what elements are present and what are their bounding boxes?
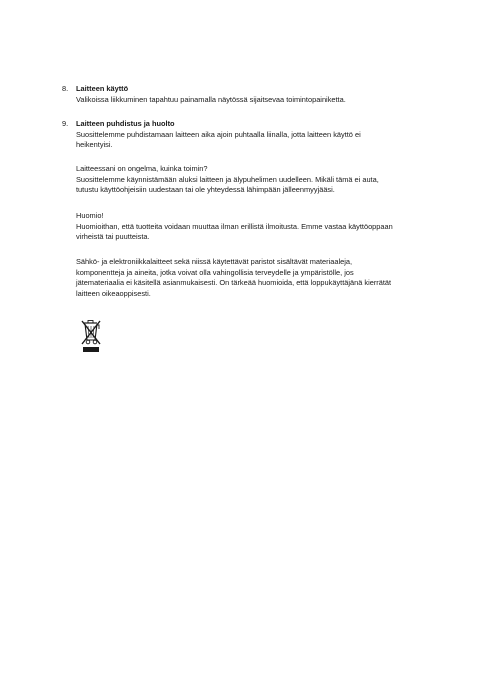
section-8 [62, 84, 442, 105]
disposal-line: laitteen oikeaoppisesti. [76, 288, 151, 298]
notice-paragraph [76, 211, 456, 243]
section-number: 9. [62, 119, 69, 128]
notice-line: virheistä tai puutteista. [76, 232, 150, 242]
notice-title: Huomio! [76, 211, 104, 220]
troubleshoot-line: tutustu käyttöohjeisiin uudestaan tai ole yhteydessä lähimpään jälleenmyyjääsi. [76, 185, 335, 195]
troubleshoot-line: Suosittelemme käynnistämään aluksi laitteen ja älypuhelimen uudelleen. Mikäli tämä ei auta, [76, 174, 379, 184]
notice-line: Huomioithan, että tuotteita voidaan muuttaa ilman erillistä ilmoitusta. Emme vastaa käyttöoppaan [76, 221, 393, 231]
section-text: Valikoissa liikkuminen tapahtuu painamalla näytössä sijaitsevaa toimintopainiketta. [76, 94, 346, 104]
section-title: Laitteen puhdistus ja huolto [76, 119, 175, 128]
section-text-line: heikentyisi. [76, 140, 113, 150]
crossed-out-wheelie-bin-icon [78, 318, 106, 354]
section-9 [62, 119, 442, 151]
section-number: 8. [62, 84, 69, 93]
disposal-paragraph [76, 257, 456, 299]
troubleshoot-paragraph [76, 164, 456, 196]
section-text-line: Suosittelemme puhdistamaan laitteen aika ajoin puhtaalla liinalla, jotta laitteen käyttö ei [76, 129, 361, 139]
section-title: Laitteen käyttö [76, 84, 129, 93]
disposal-line: jätemateriaalia ei käsitellä asianmukaisesti. On tärkeää huomioida, että loppukäyttäjänä kierrätät [76, 278, 392, 288]
troubleshoot-question: Laitteessani on ongelma, kuinka toimin? [76, 164, 208, 173]
disposal-line: Sähkö- ja elektroniikkalaitteet sekä niissä käytettävät paristot sisältävät materiaaleja, [76, 257, 353, 266]
disposal-line: komponentteja ja aineita, jotka voivat olla vahingollisia terveydelle ja ympäristölle, jos [76, 267, 354, 277]
